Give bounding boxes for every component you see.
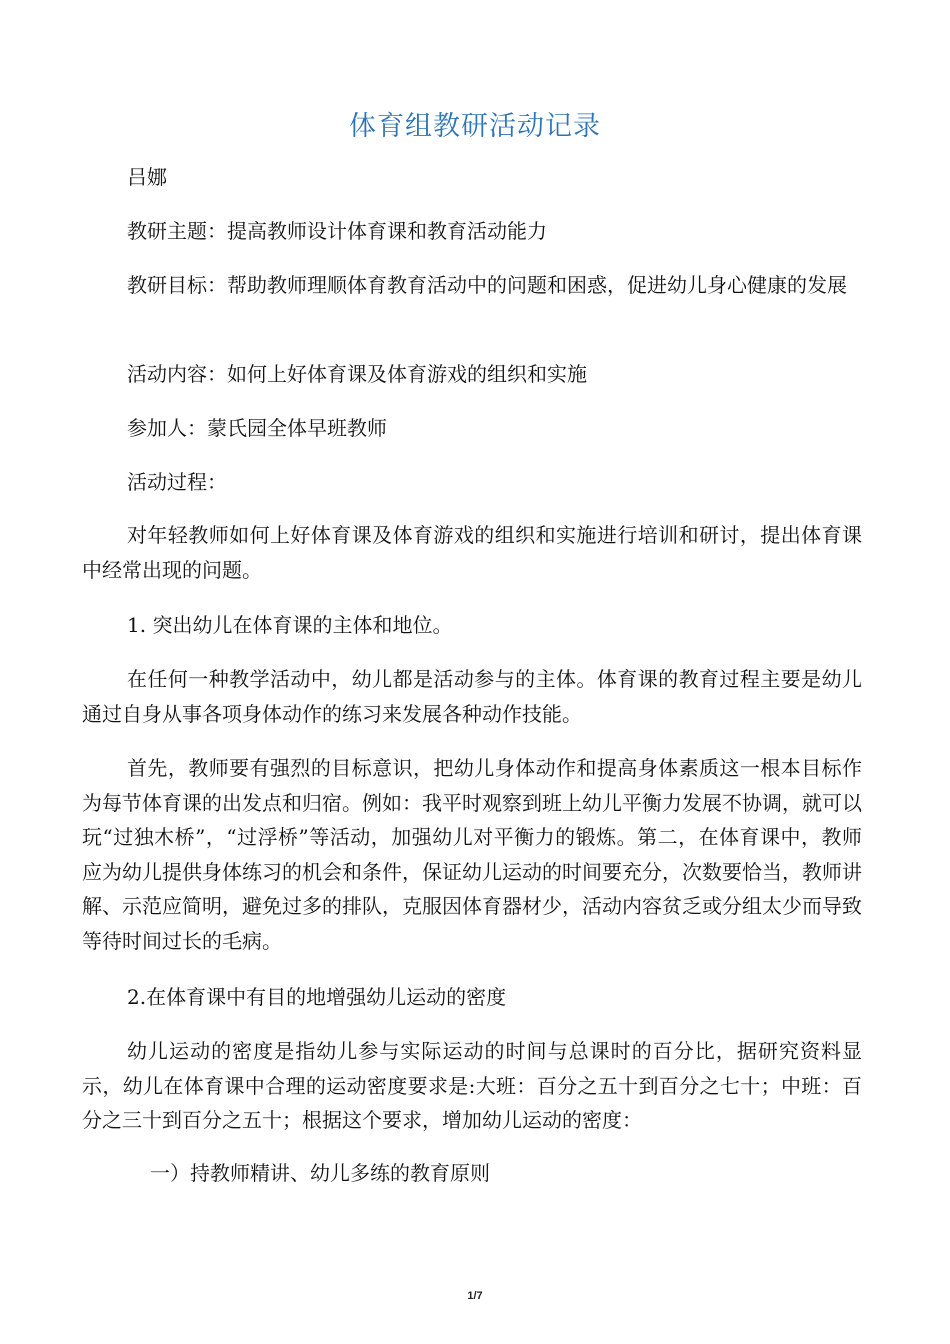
page-number: 1/7 — [467, 1290, 483, 1302]
body-paragraph: 幼儿运动的密度是指幼儿参与实际运动的时间与总课时的百分比，据研究资料显示，幼儿在体育课中合理的运动密度要求是:大班：百分之五十到百分之七十；中班：百分之三十到百分之五十；根据这个要求，增加幼儿运动的密度： — [82, 1039, 862, 1132]
activity-content: 活动内容：如何上好体育课及体育游戏的组织和实施 — [127, 362, 587, 386]
section-heading-2: 2.在体育课中有目的地增强幼儿运动的密度 — [127, 985, 507, 1009]
section-heading-1: 1. 突出幼儿在体育课的主体和地位。 — [127, 613, 453, 637]
author-line: 吕娜 — [127, 165, 167, 189]
activity-process-heading: 活动过程： — [127, 470, 227, 494]
body-paragraph: 首先，教师要有强烈的目标意识，把幼儿身体动作和提高身体素质这一根本目标作为每节体育课的出发点和归宿。例如：我平时观察到班上幼儿平衡力发展不协调，就可以玩“过独木桥”，“过浮桥”等活动，加强幼儿对平衡力的锻炼。第二，在体育课中，教师应为幼儿提供身体练习的机会和条件，保证幼儿运动的时间要充分，次数要恰当，教师讲解、示范应简明，避免过多的排队，克服因体育器材少，活动内容贫乏或分组太少而导致等待时间过长的毛病。 — [82, 756, 862, 953]
research-topic: 教研主题：提高教师设计体育课和教育活动能力 — [127, 219, 547, 243]
document-title: 体育组教研活动记录 — [349, 111, 601, 142]
research-goal: 教研目标：帮助教师理顺体育教育活动中的问题和困惑，促进幼儿身心健康的发展 — [127, 273, 847, 297]
sub-heading: 一）持教师精讲、幼儿多练的教育原则 — [150, 1161, 490, 1185]
body-paragraph: 对年轻教师如何上好体育课及体育游戏的组织和实施进行培训和研讨，提出体育课中经常出现的问题。 — [82, 523, 862, 582]
body-paragraph: 在任何一种教学活动中，幼儿都是活动参与的主体。体育课的教育过程主要是幼儿通过自身从事各项身体动作的练习来发展各种动作技能。 — [82, 667, 862, 726]
participants: 参加人：蒙氏园全体早班教师 — [127, 416, 387, 440]
